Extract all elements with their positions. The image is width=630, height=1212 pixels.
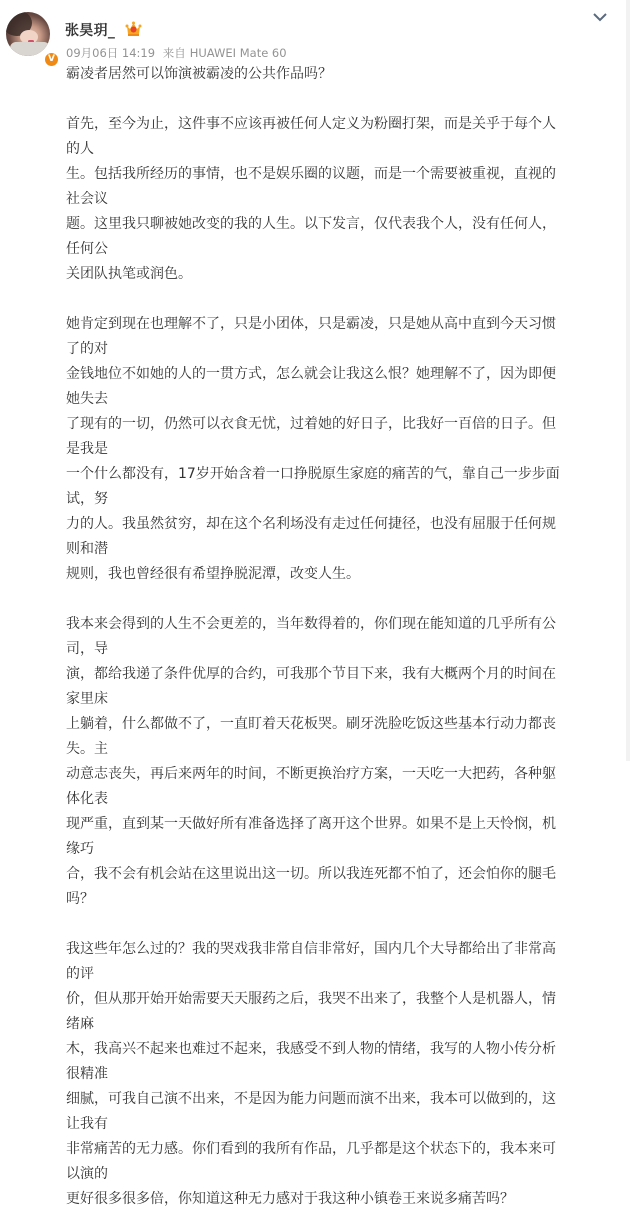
post-timestamp[interactable]: 09月06日 14:19 xyxy=(66,46,156,60)
paragraph-line: 她肯定到现在也理解不了，只是小团体，只是霸凌，只是她从高中直到今天习惯了的对 xyxy=(66,316,556,357)
paragraph-line: 演，都给我递了条件优厚的合约，可我那个节目下来，我有大概两个月的时间在家里床 xyxy=(66,666,556,707)
paragraph-line: 首先，至今为止，这件事不应该再被任何人定义为粉圈打架，而是关乎于每个人的人 xyxy=(66,116,556,157)
scrollbar-track[interactable] xyxy=(626,0,630,761)
post-meta xyxy=(66,45,291,61)
crown-icon[interactable] xyxy=(125,21,142,37)
chevron-down-icon[interactable] xyxy=(592,12,608,22)
paragraph-line: 更好很多很多倍，你知道这种无力感对于我这种小镇卷王来说多痛苦吗？ xyxy=(66,1191,514,1207)
paragraph-line: 生。包括我所经历的事情，也不是娱乐圈的议题，而是一个需要被重视，直视的社会议 xyxy=(66,166,556,207)
paragraph-line: 现严重，直到某一天做好所有准备选择了离开这个世界。如果不是上天怜悯，机缘巧 xyxy=(66,816,556,857)
paragraph-line: 力的人。我虽然贫穷，却在这个名利场没有走过任何捷径，也没有屈服于任何规则和潜 xyxy=(66,516,556,557)
paragraph-line: 动意志丧失，再后来两年的时间，不断更换治疗方案，一天吃一大把药，各种躯体化表 xyxy=(66,766,556,807)
paragraph-line: 一个什么都没有，17岁开始含着一口挣脱原生家庭的痛苦的气，靠自己一步步面试，努 xyxy=(66,466,560,507)
paragraph-line: 我本来会得到的人生不会更差的，当年数得着的，你们现在能知道的几乎所有公司，导 xyxy=(66,616,556,657)
paragraph-line: 了现有的一切，仍然可以衣食无忧，过着她的好日子，比我好一百倍的日子。但是我是 xyxy=(66,416,556,457)
avatar[interactable] xyxy=(6,12,55,64)
paragraph-line: 上躺着，什么都做不了，一直盯着天花板哭。刷牙洗脸吃饭这些基本行动力都丧失。主 xyxy=(66,716,556,757)
paragraph-line: 题。这里我只聊被她改变的我的人生。以下发言，仅代表我个人，没有任何人，任何公 xyxy=(66,216,556,257)
paragraph-line: 合，我不会有机会站在这里说出这一切。所以我连死都不怕了，还会怕你的腿毛吗？ xyxy=(66,866,556,907)
paragraph-line: 金钱地位不如她的人的一贯方式，怎么就会让我这么恨？她理解不了，因为即便她失去 xyxy=(66,366,556,407)
paragraph-line: 价，但从那开始开始需要天天服药之后，我哭不出来了，我整个人是机器人，情绪麻 xyxy=(66,991,556,1032)
post-content xyxy=(66,62,566,1212)
paragraph-line: 细腻，可我自己演不出来，不是因为能力问题而演不出来，我本可以做到的，这让我有 xyxy=(66,1091,556,1132)
avatar-image[interactable] xyxy=(6,12,50,56)
source-device: HUAWEI Mate 60 xyxy=(189,46,287,60)
paragraph-line: 我这些年怎么过的？我的哭戏我非常自信非常好，国内几个大导都给出了非常高的评 xyxy=(66,941,556,982)
author-name[interactable]: 张昊玥_ xyxy=(65,23,116,39)
paragraph-line: 非常痛苦的无力感。你们看到的我所有作品，几乎都是这个状态下的，我本来可以演的 xyxy=(66,1141,556,1182)
paragraph-line: 关团队执笔或润色。 xyxy=(66,266,192,282)
paragraph-line: 木，我高兴不起来也难过不起来，我感受不到人物的情绪，我写的人物小传分析很精准 xyxy=(66,1041,556,1082)
verified-badge-icon: V xyxy=(44,52,59,67)
source-prefix: 来自 xyxy=(162,46,186,60)
post-title: 霸凌者居然可以饰演被霸凌的公共作品吗？ xyxy=(66,66,332,82)
paragraph-line: 规则，我也曾经很有希望挣脱泥潭，改变人生。 xyxy=(66,566,360,582)
